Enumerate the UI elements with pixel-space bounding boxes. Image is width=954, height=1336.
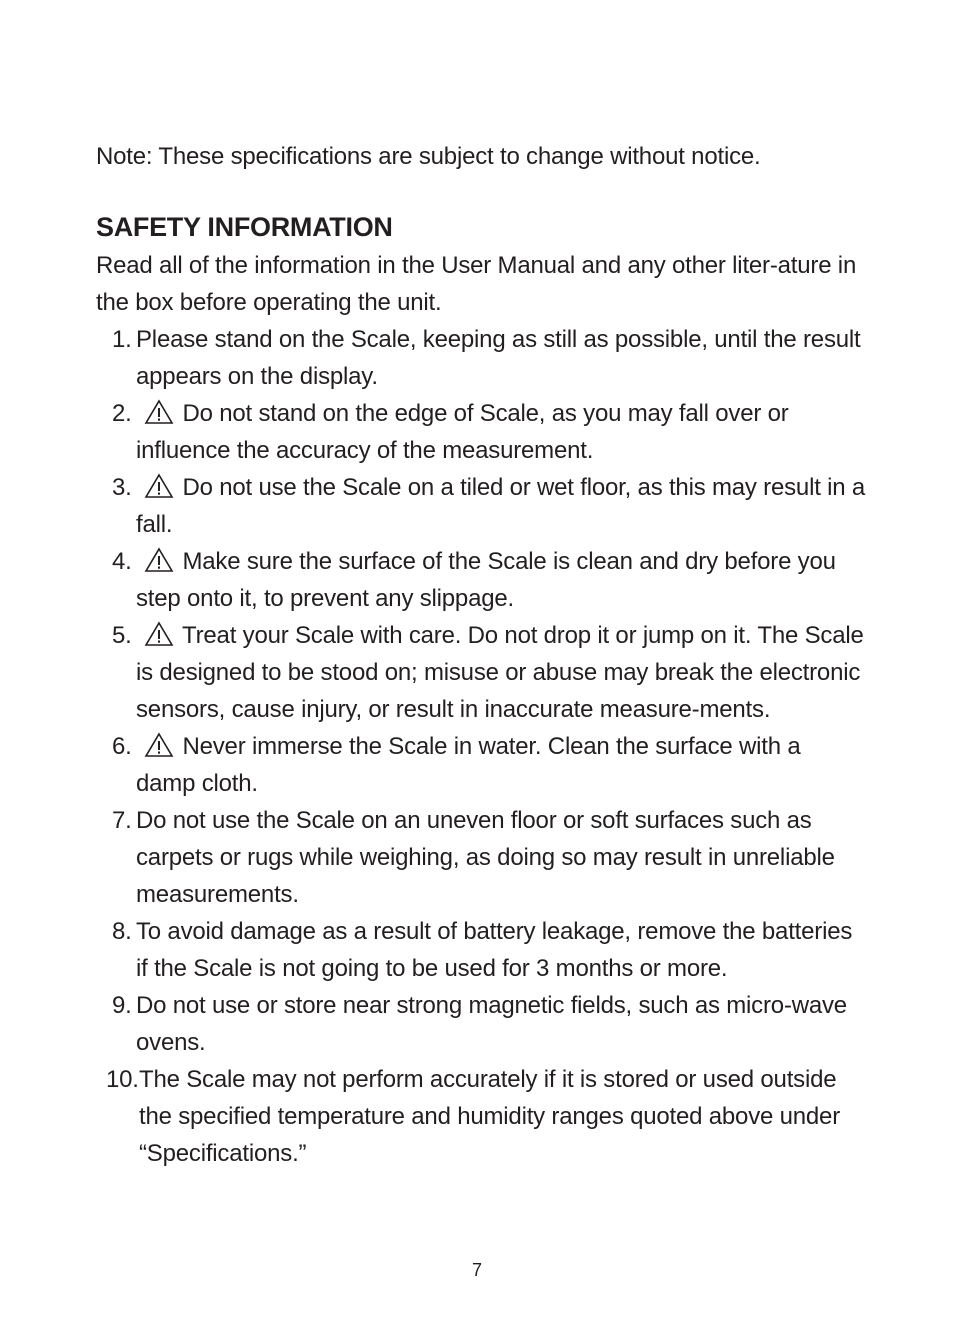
safety-item-2	[96, 395, 866, 469]
safety-item-8	[96, 913, 866, 987]
warning-triangle-icon	[144, 732, 174, 758]
warning-triangle-icon	[144, 399, 174, 425]
item-text: Treat your Scale with care. Do not drop it or jump on it. The Scale is designed to be stood on; misuse or abuse may break the electronic sensors, cause injury, or result in inaccurate measure-ments.	[136, 622, 864, 723]
safety-item-9	[96, 987, 866, 1061]
safety-list	[96, 321, 866, 1172]
safety-item-4	[96, 543, 866, 617]
item-text: Do not use the Scale on an uneven floor or soft surfaces such as carpets or rugs while weighing, as doing so may result in unreliable measurements.	[136, 807, 835, 908]
safety-intro: Read all of the information in the User Manual and any other liter-ature in the box before operating the unit.	[96, 252, 857, 316]
item-number: 9.	[112, 992, 132, 1019]
warning-triangle-icon	[144, 547, 174, 573]
safety-item-6	[96, 728, 866, 802]
item-number: 6.	[112, 733, 132, 760]
safety-item-1	[96, 321, 866, 395]
item-number: 3.	[112, 474, 132, 501]
safety-item-3	[96, 469, 866, 543]
warning-triangle-icon	[144, 621, 174, 647]
page-number: 7	[471, 1260, 482, 1280]
item-text: Do not stand on the edge of Scale, as you may fall over or influence the accuracy of the measurement.	[136, 400, 789, 464]
safety-item-7	[96, 802, 866, 913]
safety-item-10	[96, 1061, 866, 1172]
item-number: 2.	[112, 400, 132, 427]
item-number: 1.	[112, 326, 132, 353]
item-number: 4.	[112, 548, 132, 575]
safety-item-5	[96, 617, 866, 728]
item-text: Please stand on the Scale, keeping as still as possible, until the result appears on the display.	[136, 326, 861, 390]
item-text: Do not use the Scale on a tiled or wet floor, as this may result in a fall.	[136, 474, 866, 538]
item-text: To avoid damage as a result of battery leakage, remove the batteries if the Scale is not going to be used for 3 months or more.	[136, 918, 853, 982]
item-text: The Scale may not perform accurately if it is stored or used outside the specified temperature and humidity ranges quoted above under “Specifications.”	[139, 1066, 841, 1167]
item-number: 7.	[112, 807, 132, 834]
item-text: Do not use or store near strong magnetic fields, such as micro-wave ovens.	[136, 992, 847, 1056]
specifications-note: Note: These specifications are subject to change without notice.	[96, 143, 761, 170]
manual-page	[96, 138, 866, 1172]
item-number: 5.	[112, 622, 132, 649]
safety-heading: SAFETY INFORMATION	[96, 212, 393, 242]
item-text: Make sure the surface of the Scale is clean and dry before you step onto it, to prevent any slippage.	[136, 548, 836, 612]
warning-triangle-icon	[144, 473, 174, 499]
item-text: Never immerse the Scale in water. Clean the surface with a damp cloth.	[136, 733, 801, 797]
item-number: 10.	[106, 1066, 139, 1093]
item-number: 8.	[112, 918, 132, 945]
